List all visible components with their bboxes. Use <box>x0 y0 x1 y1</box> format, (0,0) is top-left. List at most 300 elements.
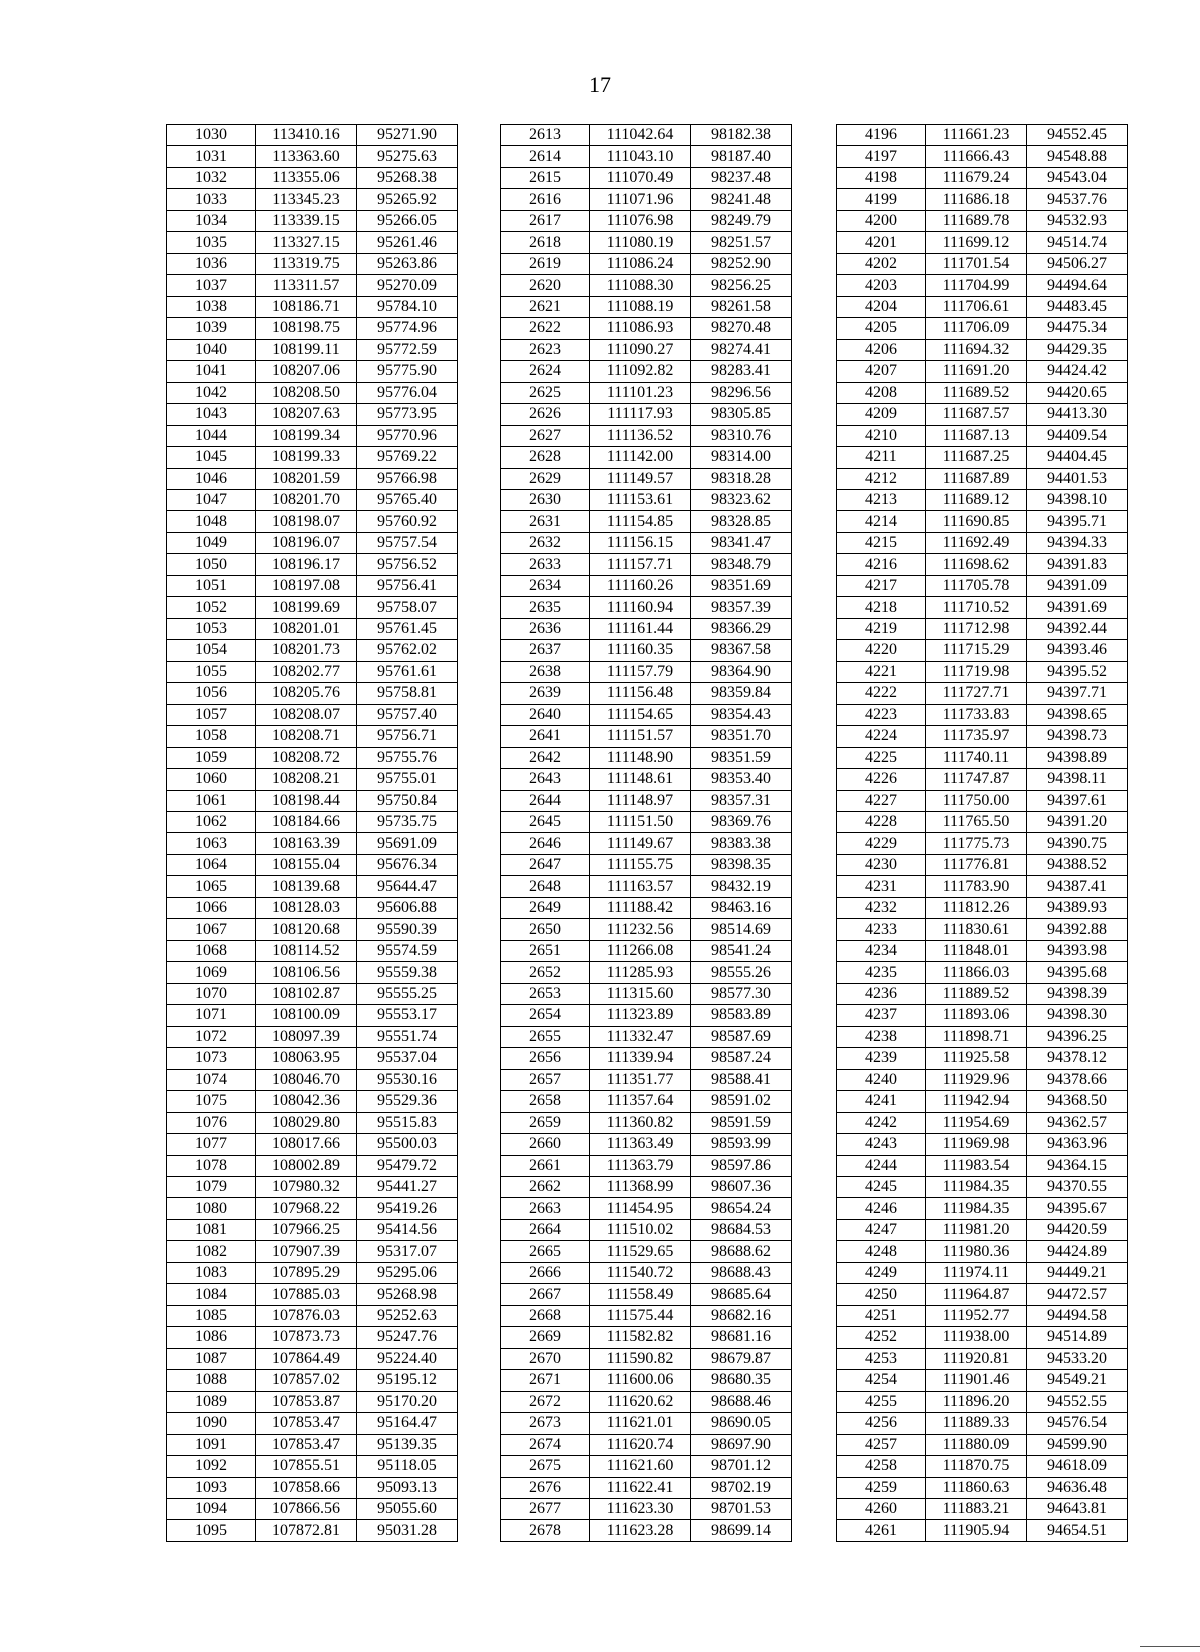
x-coordinate-cell: 111088.19 <box>590 296 691 317</box>
table-row <box>837 1262 1128 1283</box>
table-row <box>501 275 792 296</box>
x-coordinate-cell: 111942.94 <box>926 1091 1027 1112</box>
point-number-cell: 4226 <box>837 769 926 790</box>
table-row <box>837 361 1128 382</box>
point-number-cell: 4206 <box>837 339 926 360</box>
point-number-cell: 4212 <box>837 468 926 489</box>
y-coordinate-cell: 95758.07 <box>357 597 458 618</box>
y-coordinate-cell: 98187.40 <box>691 146 792 167</box>
y-coordinate-cell: 95275.63 <box>357 146 458 167</box>
point-number-cell: 1033 <box>167 189 256 210</box>
table-row <box>501 1219 792 1240</box>
x-coordinate-cell: 113311.57 <box>256 275 357 296</box>
x-coordinate-cell: 107966.25 <box>256 1219 357 1240</box>
point-number-cell: 4240 <box>837 1069 926 1090</box>
x-coordinate-cell: 108199.33 <box>256 447 357 468</box>
table-row <box>167 876 458 897</box>
table-row <box>837 210 1128 231</box>
footer-rule <box>1140 1646 1200 1647</box>
x-coordinate-cell: 111621.60 <box>590 1456 691 1477</box>
point-number-cell: 2663 <box>501 1198 590 1219</box>
point-number-cell: 2645 <box>501 812 590 833</box>
x-coordinate-cell: 111368.99 <box>590 1176 691 1197</box>
point-number-cell: 1079 <box>167 1176 256 1197</box>
x-coordinate-cell: 111983.54 <box>926 1155 1027 1176</box>
point-number-cell: 1095 <box>167 1520 256 1541</box>
point-number-cell: 2661 <box>501 1155 590 1176</box>
y-coordinate-cell: 94472.57 <box>1027 1284 1128 1305</box>
y-coordinate-cell: 98283.41 <box>691 361 792 382</box>
point-number-cell: 4219 <box>837 618 926 639</box>
x-coordinate-cell: 111232.56 <box>590 919 691 940</box>
table-row <box>501 210 792 231</box>
y-coordinate-cell: 98310.76 <box>691 425 792 446</box>
y-coordinate-cell: 94420.59 <box>1027 1219 1128 1240</box>
table-row <box>837 554 1128 575</box>
x-coordinate-cell: 111357.64 <box>590 1091 691 1112</box>
x-coordinate-cell: 111188.42 <box>590 897 691 918</box>
y-coordinate-cell: 95762.02 <box>357 640 458 661</box>
x-coordinate-cell: 108100.09 <box>256 1005 357 1026</box>
y-coordinate-cell: 95031.28 <box>357 1520 458 1541</box>
table-row <box>501 940 792 961</box>
point-number-cell: 2657 <box>501 1069 590 1090</box>
y-coordinate-cell: 95537.04 <box>357 1048 458 1069</box>
table-row <box>501 833 792 854</box>
y-coordinate-cell: 98270.48 <box>691 318 792 339</box>
point-number-cell: 4216 <box>837 554 926 575</box>
y-coordinate-cell: 98577.30 <box>691 983 792 1004</box>
table-row <box>167 726 458 747</box>
x-coordinate-cell: 111705.78 <box>926 575 1027 596</box>
point-number-cell: 1084 <box>167 1284 256 1305</box>
x-coordinate-cell: 108208.71 <box>256 726 357 747</box>
y-coordinate-cell: 98369.76 <box>691 812 792 833</box>
table-row <box>167 769 458 790</box>
y-coordinate-cell: 98367.58 <box>691 640 792 661</box>
y-coordinate-cell: 98688.46 <box>691 1391 792 1412</box>
point-number-cell: 1056 <box>167 683 256 704</box>
y-coordinate-cell: 98256.25 <box>691 275 792 296</box>
y-coordinate-cell: 98583.89 <box>691 1005 792 1026</box>
y-coordinate-cell: 94494.64 <box>1027 275 1128 296</box>
point-number-cell: 2641 <box>501 726 590 747</box>
point-number-cell: 4222 <box>837 683 926 704</box>
table-row <box>501 575 792 596</box>
y-coordinate-cell: 94378.12 <box>1027 1048 1128 1069</box>
y-coordinate-cell: 94424.42 <box>1027 361 1128 382</box>
x-coordinate-cell: 111691.20 <box>926 361 1027 382</box>
table-row <box>501 125 792 146</box>
table-row <box>167 833 458 854</box>
x-coordinate-cell: 111687.57 <box>926 404 1027 425</box>
y-coordinate-cell: 95750.84 <box>357 790 458 811</box>
x-coordinate-cell: 113345.23 <box>256 189 357 210</box>
table-row <box>167 597 458 618</box>
table-row <box>837 1241 1128 1262</box>
x-coordinate-cell: 108184.66 <box>256 812 357 833</box>
y-coordinate-cell: 94618.09 <box>1027 1456 1128 1477</box>
x-coordinate-cell: 111980.36 <box>926 1241 1027 1262</box>
x-coordinate-cell: 111689.78 <box>926 210 1027 231</box>
x-coordinate-cell: 111710.52 <box>926 597 1027 618</box>
point-number-cell: 4237 <box>837 1005 926 1026</box>
table-row <box>167 339 458 360</box>
x-coordinate-cell: 111880.09 <box>926 1434 1027 1455</box>
y-coordinate-cell: 94388.52 <box>1027 854 1128 875</box>
y-coordinate-cell: 95441.27 <box>357 1176 458 1197</box>
x-coordinate-cell: 111285.93 <box>590 962 691 983</box>
table-row <box>837 1155 1128 1176</box>
table-row <box>167 1413 458 1434</box>
y-coordinate-cell: 95479.72 <box>357 1155 458 1176</box>
table-row <box>167 447 458 468</box>
y-coordinate-cell: 95756.71 <box>357 726 458 747</box>
y-coordinate-cell: 94393.46 <box>1027 640 1128 661</box>
table-row <box>167 382 458 403</box>
y-coordinate-cell: 95644.47 <box>357 876 458 897</box>
x-coordinate-cell: 107895.29 <box>256 1262 357 1283</box>
x-coordinate-cell: 111686.18 <box>926 189 1027 210</box>
point-number-cell: 4245 <box>837 1176 926 1197</box>
table-row <box>167 812 458 833</box>
table-row <box>837 167 1128 188</box>
page-number: 17 <box>589 72 611 97</box>
table-row <box>501 618 792 639</box>
table-row <box>167 275 458 296</box>
point-number-cell: 2638 <box>501 661 590 682</box>
point-number-cell: 1039 <box>167 318 256 339</box>
table-row <box>837 640 1128 661</box>
table-row <box>501 1198 792 1219</box>
point-number-cell: 2639 <box>501 683 590 704</box>
x-coordinate-cell: 113339.15 <box>256 210 357 231</box>
y-coordinate-cell: 94599.90 <box>1027 1434 1128 1455</box>
x-coordinate-cell: 111363.49 <box>590 1134 691 1155</box>
x-coordinate-cell: 111590.82 <box>590 1348 691 1369</box>
y-coordinate-cell: 98357.31 <box>691 790 792 811</box>
y-coordinate-cell: 94392.88 <box>1027 919 1128 940</box>
y-coordinate-cell: 94413.30 <box>1027 404 1128 425</box>
y-coordinate-cell: 94552.45 <box>1027 125 1128 146</box>
y-coordinate-cell: 95164.47 <box>357 1413 458 1434</box>
point-number-cell: 4251 <box>837 1305 926 1326</box>
y-coordinate-cell: 95735.75 <box>357 812 458 833</box>
y-coordinate-cell: 98353.40 <box>691 769 792 790</box>
y-coordinate-cell: 95590.39 <box>357 919 458 940</box>
x-coordinate-cell: 108205.76 <box>256 683 357 704</box>
point-number-cell: 1072 <box>167 1026 256 1047</box>
table-row <box>167 1219 458 1240</box>
point-number-cell: 2615 <box>501 167 590 188</box>
table-row <box>837 532 1128 553</box>
table-row <box>501 382 792 403</box>
point-number-cell: 1062 <box>167 812 256 833</box>
y-coordinate-cell: 94398.30 <box>1027 1005 1128 1026</box>
y-coordinate-cell: 95772.59 <box>357 339 458 360</box>
y-coordinate-cell: 98351.70 <box>691 726 792 747</box>
point-number-cell: 1070 <box>167 983 256 1004</box>
y-coordinate-cell: 98305.85 <box>691 404 792 425</box>
x-coordinate-cell: 111156.15 <box>590 532 691 553</box>
y-coordinate-cell: 98328.85 <box>691 511 792 532</box>
y-coordinate-cell: 95553.17 <box>357 1005 458 1026</box>
point-number-cell: 4238 <box>837 1026 926 1047</box>
point-number-cell: 2627 <box>501 425 590 446</box>
x-coordinate-cell: 107873.73 <box>256 1327 357 1348</box>
x-coordinate-cell: 111163.57 <box>590 876 691 897</box>
point-number-cell: 1048 <box>167 511 256 532</box>
y-coordinate-cell: 94397.61 <box>1027 790 1128 811</box>
point-number-cell: 2632 <box>501 532 590 553</box>
x-coordinate-cell: 111694.32 <box>926 339 1027 360</box>
y-coordinate-cell: 95139.35 <box>357 1434 458 1455</box>
point-number-cell: 4209 <box>837 404 926 425</box>
table-row <box>501 1176 792 1197</box>
point-number-cell: 2635 <box>501 597 590 618</box>
y-coordinate-cell: 94533.20 <box>1027 1348 1128 1369</box>
point-number-cell: 2650 <box>501 919 590 940</box>
y-coordinate-cell: 95268.98 <box>357 1284 458 1305</box>
y-coordinate-cell: 95268.38 <box>357 167 458 188</box>
table-row <box>837 253 1128 274</box>
y-coordinate-cell: 95766.98 <box>357 468 458 489</box>
table-row <box>501 1477 792 1498</box>
y-coordinate-cell: 98684.53 <box>691 1219 792 1240</box>
point-number-cell: 4254 <box>837 1370 926 1391</box>
point-number-cell: 4217 <box>837 575 926 596</box>
y-coordinate-cell: 98314.00 <box>691 447 792 468</box>
x-coordinate-cell: 111160.35 <box>590 640 691 661</box>
x-coordinate-cell: 111687.89 <box>926 468 1027 489</box>
point-number-cell: 1063 <box>167 833 256 854</box>
point-number-cell: 1082 <box>167 1241 256 1262</box>
table-row <box>837 1348 1128 1369</box>
y-coordinate-cell: 95774.96 <box>357 318 458 339</box>
y-coordinate-cell: 94389.93 <box>1027 897 1128 918</box>
x-coordinate-cell: 111080.19 <box>590 232 691 253</box>
x-coordinate-cell: 111692.49 <box>926 532 1027 553</box>
x-coordinate-cell: 111153.61 <box>590 489 691 510</box>
table-row <box>167 1456 458 1477</box>
y-coordinate-cell: 98359.84 <box>691 683 792 704</box>
point-number-cell: 4208 <box>837 382 926 403</box>
x-coordinate-cell: 111901.46 <box>926 1370 1027 1391</box>
point-number-cell: 4199 <box>837 189 926 210</box>
table-row <box>501 1284 792 1305</box>
point-number-cell: 1052 <box>167 597 256 618</box>
point-number-cell: 2669 <box>501 1327 590 1348</box>
x-coordinate-cell: 108202.77 <box>256 661 357 682</box>
y-coordinate-cell: 94363.96 <box>1027 1134 1128 1155</box>
point-number-cell: 2670 <box>501 1348 590 1369</box>
y-coordinate-cell: 98701.12 <box>691 1456 792 1477</box>
table-row <box>501 253 792 274</box>
y-coordinate-cell: 98701.53 <box>691 1499 792 1520</box>
x-coordinate-cell: 111148.97 <box>590 790 691 811</box>
x-coordinate-cell: 111621.01 <box>590 1413 691 1434</box>
point-number-cell: 4257 <box>837 1434 926 1455</box>
table-row <box>167 1176 458 1197</box>
y-coordinate-cell: 98688.43 <box>691 1262 792 1283</box>
x-coordinate-cell: 108046.70 <box>256 1069 357 1090</box>
table-row <box>837 189 1128 210</box>
y-coordinate-cell: 94532.93 <box>1027 210 1128 231</box>
table-row <box>501 1048 792 1069</box>
x-coordinate-cell: 111620.74 <box>590 1434 691 1455</box>
table-row <box>167 790 458 811</box>
point-number-cell: 1091 <box>167 1434 256 1455</box>
table-row <box>501 146 792 167</box>
table-row <box>167 940 458 961</box>
point-number-cell: 4215 <box>837 532 926 553</box>
x-coordinate-cell: 111969.98 <box>926 1134 1027 1155</box>
y-coordinate-cell: 95691.09 <box>357 833 458 854</box>
point-number-cell: 1087 <box>167 1348 256 1369</box>
table-row <box>837 940 1128 961</box>
x-coordinate-cell: 111148.90 <box>590 747 691 768</box>
point-number-cell: 4207 <box>837 361 926 382</box>
table-row <box>501 232 792 253</box>
table-row <box>501 554 792 575</box>
x-coordinate-cell: 111086.93 <box>590 318 691 339</box>
y-coordinate-cell: 94576.54 <box>1027 1413 1128 1434</box>
point-number-cell: 4229 <box>837 833 926 854</box>
y-coordinate-cell: 95271.90 <box>357 125 458 146</box>
table-row <box>167 919 458 940</box>
y-coordinate-cell: 94449.21 <box>1027 1262 1128 1283</box>
y-coordinate-cell: 94549.21 <box>1027 1370 1128 1391</box>
x-coordinate-cell: 107855.51 <box>256 1456 357 1477</box>
table-row <box>837 1112 1128 1133</box>
y-coordinate-cell: 94391.69 <box>1027 597 1128 618</box>
point-number-cell: 2616 <box>501 189 590 210</box>
y-coordinate-cell: 95551.74 <box>357 1026 458 1047</box>
table-row <box>837 1305 1128 1326</box>
y-coordinate-cell: 94398.89 <box>1027 747 1128 768</box>
table-row <box>167 661 458 682</box>
point-number-cell: 4231 <box>837 876 926 897</box>
x-coordinate-cell: 111898.71 <box>926 1026 1027 1047</box>
y-coordinate-cell: 95317.07 <box>357 1241 458 1262</box>
x-coordinate-cell: 111715.29 <box>926 640 1027 661</box>
y-coordinate-cell: 98398.35 <box>691 854 792 875</box>
point-number-cell: 1031 <box>167 146 256 167</box>
x-coordinate-cell: 111984.35 <box>926 1176 1027 1197</box>
x-coordinate-cell: 108128.03 <box>256 897 357 918</box>
table-row <box>837 447 1128 468</box>
y-coordinate-cell: 95757.54 <box>357 532 458 553</box>
x-coordinate-cell: 111689.52 <box>926 382 1027 403</box>
table-row <box>167 640 458 661</box>
y-coordinate-cell: 94398.11 <box>1027 769 1128 790</box>
table-row <box>167 1348 458 1369</box>
table-row <box>501 640 792 661</box>
table-row <box>167 1477 458 1498</box>
x-coordinate-cell: 111889.52 <box>926 983 1027 1004</box>
x-coordinate-cell: 108102.87 <box>256 983 357 1004</box>
x-coordinate-cell: 111925.58 <box>926 1048 1027 1069</box>
table-row <box>167 554 458 575</box>
table-row <box>501 1134 792 1155</box>
table-row <box>167 854 458 875</box>
point-number-cell: 1089 <box>167 1391 256 1412</box>
table-row <box>501 1520 792 1541</box>
x-coordinate-cell: 108186.71 <box>256 296 357 317</box>
point-number-cell: 2630 <box>501 489 590 510</box>
point-number-cell: 4235 <box>837 962 926 983</box>
x-coordinate-cell: 107866.56 <box>256 1499 357 1520</box>
x-coordinate-cell: 107857.02 <box>256 1370 357 1391</box>
x-coordinate-cell: 111151.57 <box>590 726 691 747</box>
y-coordinate-cell: 95263.86 <box>357 253 458 274</box>
x-coordinate-cell: 108106.56 <box>256 962 357 983</box>
point-number-cell: 1078 <box>167 1155 256 1176</box>
point-number-cell: 1045 <box>167 447 256 468</box>
table-row <box>501 747 792 768</box>
x-coordinate-cell: 111149.67 <box>590 833 691 854</box>
x-coordinate-cell: 108199.11 <box>256 339 357 360</box>
x-coordinate-cell: 111812.26 <box>926 897 1027 918</box>
x-coordinate-cell: 108208.07 <box>256 704 357 725</box>
point-number-cell: 4218 <box>837 597 926 618</box>
x-coordinate-cell: 111117.93 <box>590 404 691 425</box>
point-number-cell: 4205 <box>837 318 926 339</box>
y-coordinate-cell: 98682.16 <box>691 1305 792 1326</box>
x-coordinate-cell: 108201.01 <box>256 618 357 639</box>
x-coordinate-cell: 111905.94 <box>926 1520 1027 1541</box>
point-number-cell: 2672 <box>501 1391 590 1412</box>
table-row <box>501 597 792 618</box>
x-coordinate-cell: 111623.28 <box>590 1520 691 1541</box>
y-coordinate-cell: 98354.43 <box>691 704 792 725</box>
point-number-cell: 4250 <box>837 1284 926 1305</box>
table-row <box>837 404 1128 425</box>
table-row <box>837 1091 1128 1112</box>
table-row <box>837 125 1128 146</box>
table-row <box>167 1499 458 1520</box>
table-row <box>501 404 792 425</box>
point-number-cell: 1037 <box>167 275 256 296</box>
table-row <box>167 1305 458 1326</box>
y-coordinate-cell: 98261.58 <box>691 296 792 317</box>
table-row <box>837 876 1128 897</box>
point-number-cell: 1059 <box>167 747 256 768</box>
point-number-cell: 2629 <box>501 468 590 489</box>
y-coordinate-cell: 94392.44 <box>1027 618 1128 639</box>
table-row <box>837 1520 1128 1541</box>
x-coordinate-cell: 111076.98 <box>590 210 691 231</box>
table-row <box>837 296 1128 317</box>
x-coordinate-cell: 111698.62 <box>926 554 1027 575</box>
x-coordinate-cell: 111765.50 <box>926 812 1027 833</box>
x-coordinate-cell: 108063.95 <box>256 1048 357 1069</box>
y-coordinate-cell: 94552.55 <box>1027 1391 1128 1412</box>
point-number-cell: 2623 <box>501 339 590 360</box>
x-coordinate-cell: 108208.72 <box>256 747 357 768</box>
x-coordinate-cell: 111866.03 <box>926 962 1027 983</box>
table-row <box>167 253 458 274</box>
point-number-cell: 4248 <box>837 1241 926 1262</box>
x-coordinate-cell: 111893.06 <box>926 1005 1027 1026</box>
table-row <box>837 833 1128 854</box>
table-row <box>501 318 792 339</box>
x-coordinate-cell: 111266.08 <box>590 940 691 961</box>
y-coordinate-cell: 95775.90 <box>357 361 458 382</box>
table-row <box>837 318 1128 339</box>
x-coordinate-cell: 111360.82 <box>590 1112 691 1133</box>
table-row <box>501 532 792 553</box>
